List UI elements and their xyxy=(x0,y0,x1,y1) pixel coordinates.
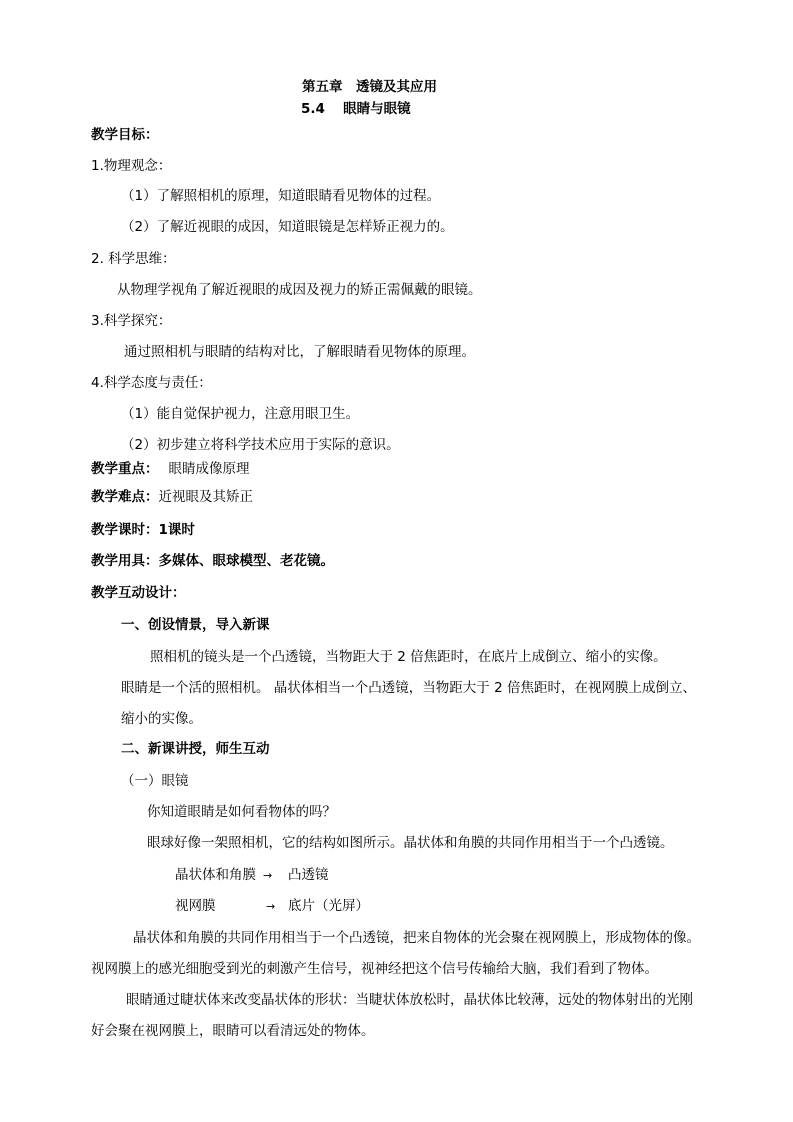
part-1-paragraph-2: 眼睛是一个活的照相机。 晶状体相当一个凸透镜，当物距大于 2 倍焦距时，在视网膜上成倒立、 xyxy=(121,680,696,696)
section-title: 5.4 眼睛与眼镜 xyxy=(301,101,411,117)
teaching-difficulty-label: 教学难点： xyxy=(91,489,159,505)
chapter-title: 第五章 透镜及其应用 xyxy=(302,79,437,95)
part-2-paragraph-4: 晶状体和角膜的共同作用相当于一个凸透镜，把来自物体的光会聚在视网膜上，形成物体的像。 xyxy=(133,930,700,946)
teaching-focus-value: 眼睛成像原理 xyxy=(168,461,250,477)
objective-2-title: 2. 科学思维： xyxy=(91,251,176,267)
objective-1-title: 1.物理观念： xyxy=(91,158,172,174)
teaching-focus xyxy=(91,460,250,478)
mapping-2-left: 视网膜 xyxy=(175,898,216,914)
mapping-1-right: 凸透镜 xyxy=(288,867,329,883)
mapping-2-arrow-icon: → xyxy=(266,900,276,913)
part-2-question-1: 你知道眼睛是如何看物体的吗？ xyxy=(147,804,336,820)
part-1-title: 一、创设情景，导入新课 xyxy=(121,617,270,633)
part-2-title: 二、新课讲授，师生互动 xyxy=(121,741,270,757)
objectives-heading: 教学目标： xyxy=(91,127,159,143)
teaching-tools: 教学用具：多媒体、眼球模型、老花镜。 xyxy=(91,553,334,569)
teaching-hours: 教学课时：1课时 xyxy=(91,522,195,538)
part-2-paragraph-6: 眼睛通过睫状体来改变晶状体的形状：当睫状体放松时，晶状体比较薄，远处的物体射出的光刚 xyxy=(126,992,693,1008)
mapping-1-left: 晶状体和角膜 xyxy=(175,867,256,883)
objective-3-text: 通过照相机与眼睛的结构对比，了解眼睛看见物体的原理。 xyxy=(124,344,475,360)
teaching-difficulty xyxy=(91,488,253,506)
objective-4-title: 4.科学态度与责任： xyxy=(91,375,212,391)
objective-1-sub-1: （1）了解照相机的原理，知道眼睛看见物体的过程。 xyxy=(121,188,441,204)
part-2-question-2: 眼球好像一架照相机，它的结构如图所示。晶状体和角膜的共同作用相当于一个凸透镜。 xyxy=(147,835,674,851)
objective-2-text: 从物理学视角了解近视眼的成因及视力的矫正需佩戴的眼镜。 xyxy=(117,282,482,298)
teaching-focus-label: 教学重点： xyxy=(91,461,159,477)
teaching-difficulty-value: 近视眼及其矫正 xyxy=(158,489,253,505)
objective-4-sub-2: （2）初步建立将科学技术应用于实际的意识。 xyxy=(121,437,400,453)
part-1-paragraph-1: 照相机的镜头是一个凸透镜，当物距大于 2 倍焦距时，在底片上成倒立、缩小的实像。 xyxy=(150,649,667,665)
part-2-subheading: （一）眼镜 xyxy=(121,773,189,789)
objective-4-sub-1: （1）能自觉保护视力，注意用眼卫生。 xyxy=(121,406,360,422)
design-heading: 教学互动设计： xyxy=(91,585,186,601)
objective-1-sub-2: （2）了解近视眼的成因，知道眼镜是怎样矫正视力的。 xyxy=(121,219,454,235)
objective-3-title: 3.科学探究： xyxy=(91,313,172,329)
mapping-2-right: 底片（光屏） xyxy=(288,898,369,914)
mapping-1-arrow-icon: → xyxy=(263,869,273,882)
part-1-paragraph-3: 缩小的实像。 xyxy=(121,711,202,727)
part-2-paragraph-5: 视网膜上的感光细胞受到光的刺激产生信号，视神经把这个信号传输给大脑，我们看到了物体。 xyxy=(91,961,658,977)
part-2-paragraph-7: 好会聚在视网膜上，眼睛可以看清远处的物体。 xyxy=(91,1023,375,1039)
